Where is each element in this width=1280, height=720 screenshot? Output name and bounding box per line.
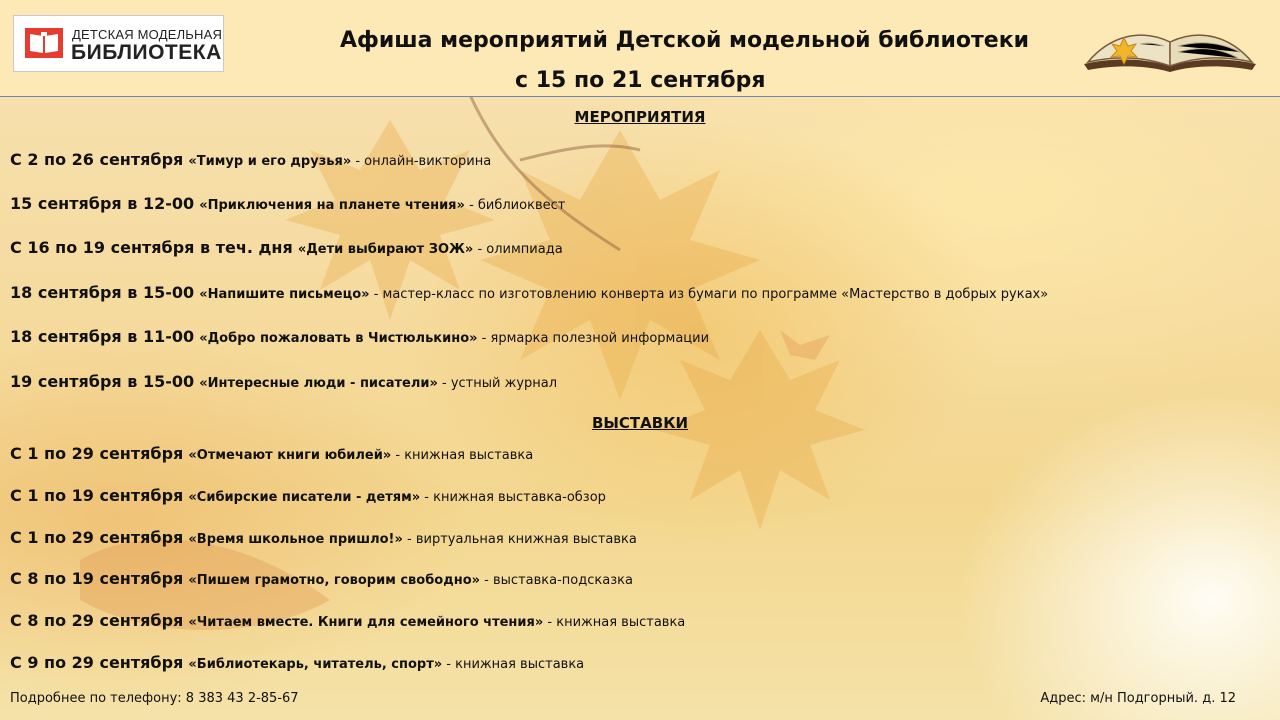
exhibition-description: - книжная выставка: [391, 448, 534, 463]
event-row: [10, 372, 557, 394]
exhibition-name: «Читаем вместе. Книги для семейного чтения»: [188, 615, 544, 630]
event-row: [10, 283, 1048, 305]
page-title: Афиша мероприятий Детской модельной библиотеки: [340, 28, 1030, 53]
exhibition-description: - книжная выставка-обзор: [420, 490, 606, 505]
event-row: [10, 150, 491, 172]
exhibition-row: [10, 611, 685, 633]
exhibition-description: - виртуальная книжная выставка: [402, 532, 637, 547]
event-description: - ярмарка полезной информации: [477, 331, 710, 346]
event-date: 18 сентября в 11-00: [10, 327, 195, 346]
event-name: «Дети выбирают ЗОЖ»: [297, 242, 474, 257]
events-heading: МЕРОПРИЯТИЯ: [574, 108, 706, 126]
event-description: - мастер-класс по изготовлению конверта из бумаги по программе «Мастерство в добрых руках»: [369, 287, 1049, 302]
page-subtitle-dates: с 15 по 21 сентября: [515, 68, 766, 93]
exhibition-description: - выставка-подсказка: [480, 573, 633, 588]
exhibition-name: «Отмечают книги юбилей»: [188, 448, 392, 463]
event-row: [10, 238, 563, 260]
exhibition-date: С 1 по 29 сентября: [10, 528, 184, 547]
event-name: «Тимур и его друзья»: [188, 154, 352, 169]
event-date: 18 сентября в 15-00: [10, 283, 195, 302]
event-name: «Добро пожаловать в Чистюлькино»: [199, 331, 478, 346]
event-description: - онлайн-викторина: [351, 154, 492, 169]
event-description: - олимпиада: [473, 242, 563, 257]
event-description: - библиоквест: [464, 198, 566, 213]
event-name: «Напишите письмецо»: [199, 287, 370, 302]
event-name: «Интересные люди - писатели»: [199, 376, 438, 391]
exhibition-name: «Время школьное пришло!»: [188, 532, 403, 547]
exhibition-date: С 9 по 29 сентября: [10, 653, 184, 672]
event-date: С 2 по 26 сентября: [10, 150, 184, 169]
logo-text-line2: БИБЛИОТЕКА: [71, 41, 222, 64]
footer-phone: Подробнее по телефону: 8 383 43 2-85-67: [10, 691, 299, 706]
exhibition-row: [10, 444, 533, 466]
event-date: 19 сентября в 15-00: [10, 372, 195, 391]
exhibition-row: [10, 528, 637, 550]
event-date: 15 сентября в 12-00: [10, 194, 195, 213]
footer-address: Адрес: м/н Подгорный. д. 12: [1040, 691, 1236, 706]
logo-text-line1: ДЕТСКАЯ МОДЕЛЬНАЯ: [72, 27, 223, 42]
event-description: - устный журнал: [437, 376, 558, 391]
exhibition-row: [10, 653, 584, 675]
event-date: С 16 по 19 сентября в теч. дня: [10, 238, 293, 257]
exhibition-description: - книжная выставка: [442, 657, 585, 672]
exhibition-row: [10, 486, 606, 508]
event-name: «Приключения на планете чтения»: [199, 198, 465, 213]
exhibition-row: [10, 569, 633, 591]
exhibition-name: «Пишем грамотно, говорим свободно»: [188, 573, 481, 588]
exhibition-name: «Сибирские писатели - детям»: [188, 490, 421, 505]
exhibition-date: С 1 по 19 сентября: [10, 486, 184, 505]
exhibitions-heading: ВЫСТАВКИ: [591, 414, 689, 432]
exhibition-name: «Библиотекарь, читатель, спорт»: [188, 657, 443, 672]
exhibition-description: - книжная выставка: [543, 615, 686, 630]
exhibition-date: С 8 по 29 сентября: [10, 611, 184, 630]
event-row: [10, 327, 709, 349]
event-row: [10, 194, 565, 216]
exhibition-date: С 1 по 29 сентября: [10, 444, 184, 463]
exhibition-date: С 8 по 19 сентября: [10, 569, 184, 588]
